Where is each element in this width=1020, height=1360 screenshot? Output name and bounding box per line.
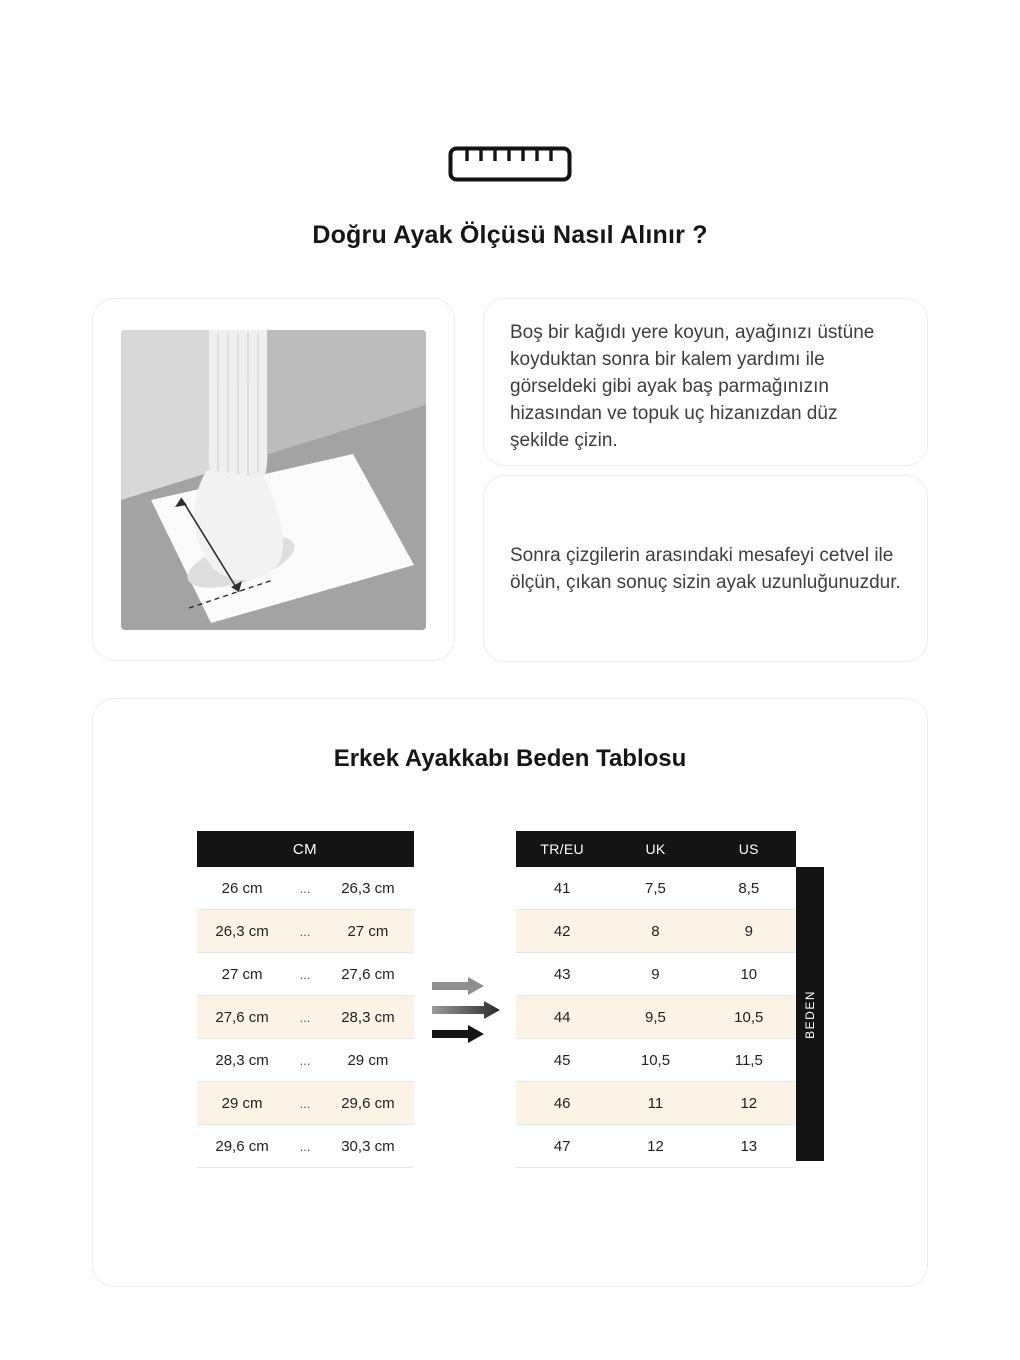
conversion-arrows-icon — [414, 976, 516, 1051]
cm-table-row — [197, 1039, 414, 1082]
cm-table-row — [197, 867, 414, 910]
ruler-icon-row — [0, 0, 1020, 187]
cm-value-cell: 28,3 cm — [215, 1051, 269, 1069]
ruler-icon — [448, 146, 572, 187]
size-chart-tables — [93, 831, 927, 1168]
size-table-row — [516, 910, 796, 953]
cm-value-cell: 27 cm — [221, 965, 263, 983]
cm-table-row — [197, 996, 414, 1039]
size-table-header-row — [516, 831, 796, 867]
size-value-cell: 10,5 — [640, 1051, 671, 1069]
size-table — [516, 831, 796, 1168]
cm-value-cell: 30,3 cm — [341, 1137, 395, 1155]
range-separator: ... — [299, 1138, 311, 1154]
size-table-body — [516, 867, 796, 1168]
cm-value-cell: 27,6 cm — [215, 1008, 269, 1026]
size-value-cell: 8 — [651, 922, 660, 940]
cm-value-cell: 29,6 cm — [341, 1094, 395, 1112]
cm-value-cell: 29 cm — [347, 1051, 389, 1069]
size-value-cell: 9,5 — [645, 1008, 666, 1026]
size-value-cell: 12 — [740, 1094, 758, 1112]
instructions-section — [92, 298, 928, 662]
size-chart-title: Erkek Ayakkabı Beden Tablosu — [333, 745, 687, 772]
size-value-cell: 7,5 — [645, 879, 666, 897]
range-separator: ... — [299, 880, 311, 896]
size-table-row — [516, 867, 796, 910]
cm-table-header: CM — [197, 831, 414, 867]
cm-table-row — [197, 1125, 414, 1168]
size-value-cell: 47 — [553, 1137, 571, 1155]
size-value-cell: 45 — [553, 1051, 571, 1069]
size-table-header-cell: US — [738, 841, 759, 857]
range-separator: ... — [299, 966, 311, 982]
instruction-step-1 — [483, 298, 928, 466]
beden-side-bar — [796, 867, 824, 1161]
cm-table-row — [197, 910, 414, 953]
size-table-row — [516, 996, 796, 1039]
size-value-cell: 12 — [647, 1137, 664, 1155]
size-value-cell: 10 — [740, 965, 758, 983]
instruction-step-1-text: Boş bir kağıdı yere koyun, ayağınızı üstüne koyduktan sonra bir kalem yardımı ile görseldeki gibi ayak baş parmağınızın hizasından ve topuk uç hizanızdan düz şekilde çizin. — [510, 322, 875, 451]
instruction-text-column — [483, 298, 928, 662]
beden-side-label: BEDEN — [802, 989, 817, 1039]
size-value-cell: 10,5 — [734, 1008, 764, 1026]
size-table-row — [516, 1082, 796, 1125]
cm-value-cell: 29 cm — [221, 1094, 263, 1112]
range-separator: ... — [299, 1052, 311, 1068]
size-table-row — [516, 953, 796, 996]
size-table-row — [516, 1039, 796, 1082]
range-separator: ... — [299, 1095, 311, 1111]
size-value-cell: 11,5 — [734, 1051, 763, 1069]
cm-value-cell: 29,6 cm — [215, 1137, 269, 1155]
size-value-cell: 11 — [647, 1094, 664, 1112]
cm-table-row — [197, 953, 414, 996]
foot-photo-card — [92, 298, 455, 661]
size-value-cell: 9 — [651, 965, 660, 983]
instruction-step-2 — [483, 475, 928, 662]
cm-value-cell: 28,3 cm — [341, 1008, 395, 1026]
cm-value-cell: 26,3 cm — [341, 879, 395, 897]
cm-value-cell: 26 cm — [221, 879, 263, 897]
cm-value-cell: 26,3 cm — [215, 922, 269, 940]
cm-table-body — [197, 867, 414, 1168]
foot-measurement-photo — [121, 330, 426, 630]
cm-table-row — [197, 1082, 414, 1125]
cm-table — [197, 831, 414, 1168]
size-table-wrap — [516, 831, 824, 1168]
size-chart-card — [92, 698, 928, 1287]
size-value-cell: 44 — [553, 1008, 571, 1026]
size-value-cell: 42 — [553, 922, 571, 940]
size-value-cell: 9 — [744, 922, 753, 940]
range-separator: ... — [299, 1009, 311, 1025]
size-table-header-cell: UK — [645, 841, 666, 857]
instruction-step-2-text: Sonra çizgilerin arasındaki mesafeyi cetvel ile ölçün, çıkan sonuç sizin ayak uzunluğunuzdur. — [510, 544, 901, 593]
size-table-row — [516, 1125, 796, 1168]
size-value-cell: 43 — [553, 965, 571, 983]
cm-value-cell: 27 cm — [347, 922, 389, 940]
size-value-cell: 13 — [740, 1137, 758, 1155]
range-separator: ... — [299, 923, 311, 939]
size-value-cell: 41 — [553, 879, 571, 897]
size-value-cell: 46 — [553, 1094, 571, 1112]
size-table-header-cell: TR/EU — [540, 841, 584, 857]
size-value-cell: 8,5 — [738, 879, 760, 897]
cm-value-cell: 27,6 cm — [341, 965, 395, 983]
page-title: Doğru Ayak Ölçüsü Nasıl Alınır ? — [312, 221, 708, 249]
